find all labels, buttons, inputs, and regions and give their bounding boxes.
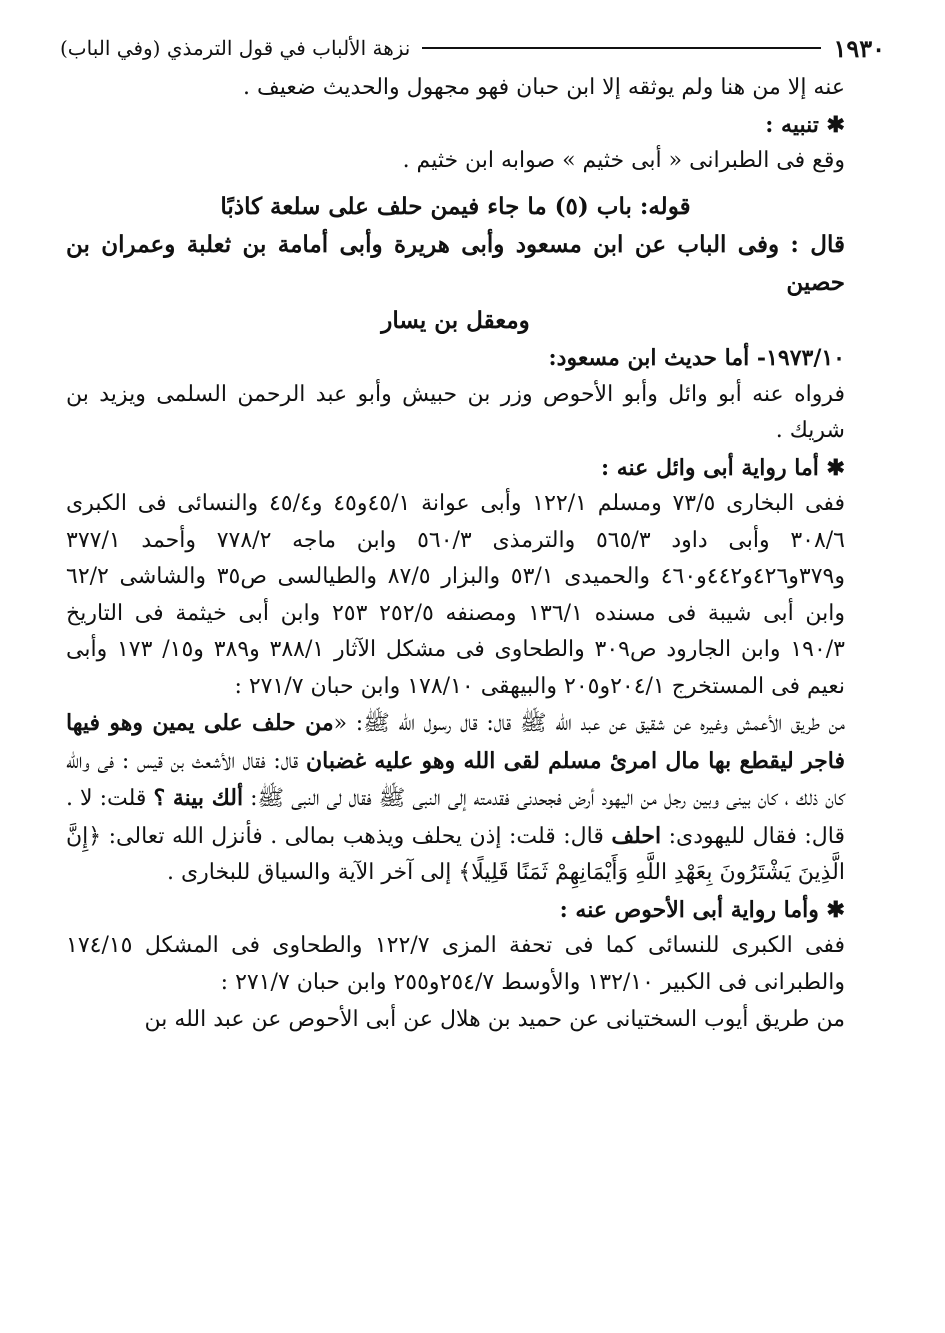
references-paragraph: ففى الكبرى للنسائى كما فى تحفة المزى ١٢٢/٧ والطحاوى فى المشكل ١٧٤/١٥ والطبرانى فى الكبير ١٣٢/١٠ والأوسط ٢٥٤/٧و٢٥٥ وابن حبان ٢٧١/٧ : bbox=[66, 933, 846, 995]
hadith-narrative: قال: فقال الأشعث بن قيس : فى والله كان ذلك ، كان بينى وبين رجل من اليهود أرض فجحدنى فقدمته إلى النبى ﷺ فقال لى النبى ﷺ: bbox=[66, 748, 845, 812]
paragraph: فرواه عنه أبو وائل وأبو الأحوص وزر بن حبيش وأبو عبد الرحمن السلمى ويزيد بن شريك . bbox=[66, 381, 845, 444]
hadith-text: من حلف على يمين وهو فيها فاجر ليقطع بها مال امرئ مسلم لقى الله وهو عليه غضبان bbox=[66, 710, 845, 774]
subsection-heading: ✱ وأما رواية أبى الأحوص عنه : bbox=[559, 896, 845, 923]
chapter-heading: قوله: باب (٥) ما جاء فيمن حلف على سلعة كاذبًا bbox=[220, 192, 691, 220]
note-heading: ✱ تنبيه : bbox=[765, 111, 845, 138]
hadith-narrative-2: قلت: لا . قال: فقال لليهودى: bbox=[66, 786, 845, 849]
hadith-question: ألك بينة ؟ bbox=[153, 785, 244, 812]
hadith-conclusion: قال: قلت: إذن يحلف ويذهب بمالى . فأنزل الله تعالى: ﴿إِنَّ الَّذِينَ يَشْتَرُونَ بِعَهْدِ اللَّهِ وَأَيْمَانِهِمْ ثَمَنًا قَلِيلًا﴾ إلى آخر الآية والسياق للبخارى . bbox=[66, 823, 845, 886]
page-body bbox=[66, 70, 845, 1038]
page-number: ١٩٣٠ bbox=[833, 33, 885, 63]
text-line: عنه إلا من هنا ولم يوثقه إلا ابن حبان فهو مجهول والحديث ضعيف . bbox=[243, 75, 845, 100]
text-line: من طريق أيوب السختيانى عن حميد بن هلال عن أبى الأحوص عن عبد الله بن bbox=[144, 1006, 845, 1032]
subsection-heading: ✱ أما رواية أبى وائل عنه : bbox=[600, 454, 845, 481]
section-statement-continued: ومعقل بن يسار bbox=[381, 307, 530, 335]
section-statement: قال : وفى الباب عن ابن مسعود وأبى هريرة وأبى أمامة بن ثعلبة وعمران بن حصين bbox=[66, 230, 845, 296]
hadith-paragraph bbox=[66, 705, 845, 892]
hadith-chain: من طريق الأعمش وغيره عن شقيق عن عبد الله ﷺ قال: قال رسول الله ﷺ: « bbox=[333, 711, 845, 737]
hadith-heading: ١٩٧٣/١٠- أما حديث ابن مسعود: bbox=[548, 345, 845, 372]
text-line: وقع فى الطبرانى « أبى خثيم » صوابه ابن خثيم . bbox=[402, 148, 845, 174]
running-title: نزهة الألباب في قول الترمذي (وفي الباب) bbox=[60, 36, 411, 60]
header-rule bbox=[422, 47, 821, 49]
references-paragraph: ففى البخارى ٧٣/٥ ومسلم ١٢٢/١ وأبى عوانة ٤٥/١و٤٥ و٤٥/٤ والنسائى فى الكبرى ٣٠٨/٦ وأبى داود ٥٦٥/٣ والترمذى ٥٦٠/٣ وابن ماجه ٧٧٨/٢ وأحمد ٣٧٧/١ و٣٧٩و٤٢٦و٤٤٢و٤٦٠ والحميدى ٥٣/١ والبزار ٨٧/٥ والطيالسى ص٣٥ والشاشى ٦٢/٢ وابن أبى شيبة فى مسنده ١٣٦/١ ومصنفه ٢٥٢/٥ ٢٥٣ وابن أبى خيثمة فى التاريخ ١٩٠/٣ وابن الجارود ص٣٠٩ والطحاوى فى مشكل الآثار ٣٨٨/١ و٣٨٩ و١٥/ ١٧٣ وأبى نعيم فى المستخرج ٢٠٤/١و٢٠٥ والبيهقى ١٧٨/١٠ وابن حبان ٢٧١/٧ : bbox=[66, 491, 846, 699]
page-header bbox=[60, 30, 885, 66]
hadith-command: احلف bbox=[611, 822, 662, 849]
